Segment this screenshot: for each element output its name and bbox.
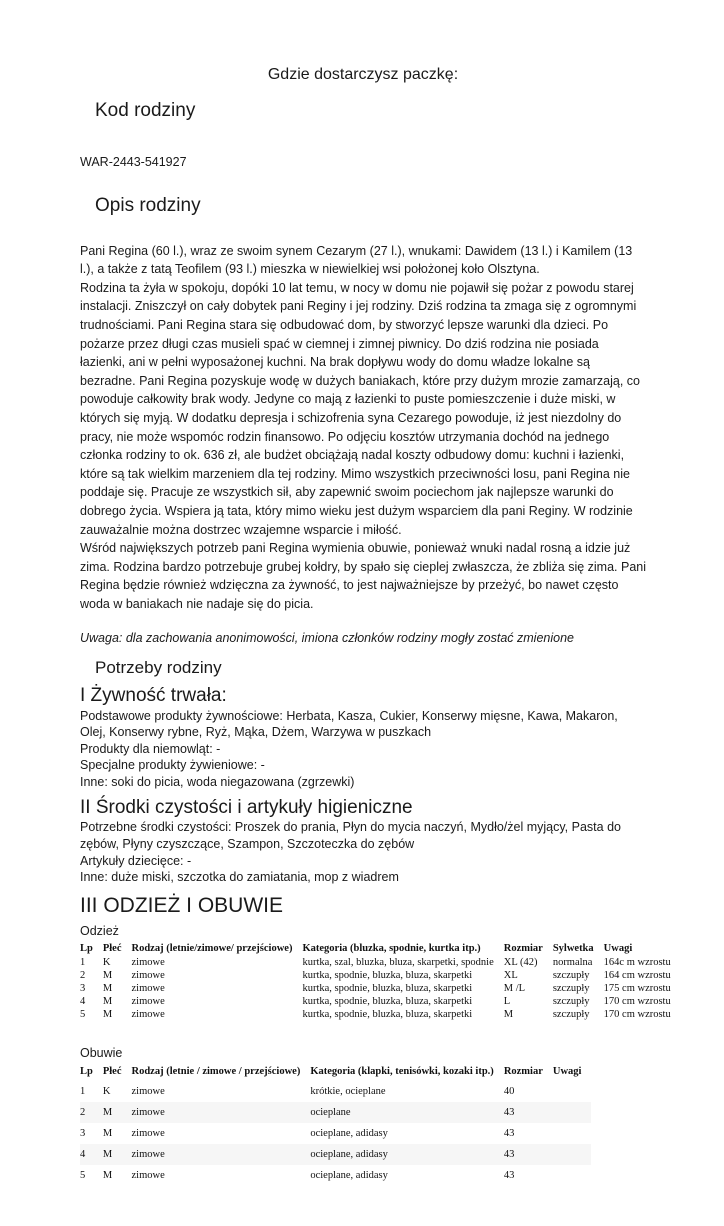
table-cell: zimowe — [131, 969, 165, 981]
food-line: Specjalne produkty żywieniowe: - — [80, 758, 265, 773]
food-section-heading: I Żywność trwała: — [80, 684, 227, 706]
table-cell: M — [102, 982, 113, 994]
table-cell: M — [102, 1148, 113, 1160]
family-description — [80, 242, 646, 614]
table-cell: zimowe — [131, 1127, 165, 1139]
table-cell: zimowe — [131, 1085, 165, 1097]
table-cell: ocieplane — [310, 1106, 351, 1118]
column-header: Sylwetka — [552, 942, 594, 954]
table-cell: M — [102, 969, 113, 981]
footwear-table — [80, 1065, 591, 1186]
column-header: Rodzaj (letnie/zimowe/ przejściowe) — [131, 942, 293, 954]
table-cell: szczupły — [552, 1008, 590, 1020]
table-cell: K — [102, 956, 111, 968]
column-header: Lp — [80, 942, 93, 954]
table-cell: M — [102, 1008, 113, 1020]
column-header: Uwagi — [603, 942, 633, 954]
table-cell: 1 — [80, 956, 86, 968]
table-cell: 170 cm wzrostu — [603, 995, 671, 1007]
table-row — [80, 1102, 591, 1123]
table-cell — [553, 1081, 592, 1102]
table-cell: kurtka, spodnie, bluzka, bluza, skarpetki — [302, 995, 473, 1007]
table-cell: zimowe — [131, 995, 165, 1007]
clothing-footwear-heading: III ODZIEŻ I OBUWIE — [80, 893, 284, 917]
table-cell: 43 — [503, 1148, 515, 1160]
table-cell: szczupły — [552, 995, 590, 1007]
anonymity-note: Uwaga: dla zachowania anonimowości, imiona członków rodziny mogły zostać zmienione — [80, 631, 574, 646]
table-cell: 2 — [80, 969, 86, 981]
hygiene-section-lines — [80, 819, 646, 885]
table-cell: kurtka, szal, bluzka, bluza, skarpetki, spodnie — [302, 956, 494, 968]
table-cell: zimowe — [131, 956, 165, 968]
description-paragraph: Pani Regina (60 l.), wraz ze swoim synem Cezarym (27 l.), wnukami: Dawidem (13 l.) i Kamilem (13 l.), a także z tatą Teofilem (93 l.) mieszka w niewielkiej wsi położonej koło Olsztyna. — [80, 243, 633, 277]
table-cell: kurtka, spodnie, bluzka, bluza, skarpetki — [302, 1008, 473, 1020]
table-row — [80, 982, 681, 995]
column-header: Płeć — [102, 1065, 122, 1077]
clothing-table — [80, 942, 681, 1021]
hygiene-section-heading: II Środki czystości i artykuły higieniczne — [80, 796, 413, 818]
table-cell: ocieplane, adidasy — [310, 1148, 388, 1160]
food-line: Podstawowe produkty żywnościowe: Herbata, Kasza, Cukier, Konserwy mięsne, Kawa, Makaron, Olej, Konserwy rybne, Ryż, Mąka, Dżem, Warzywa w puszkach — [80, 708, 618, 740]
hygiene-line: Potrzebne środki czystości: Proszek do prania, Płyn do mycia naczyń, Mydło/żel myjący, Pasta do zębów, Płyny czyszczące, Szampon, Szczoteczka do zębów — [80, 820, 621, 852]
table-cell: 43 — [503, 1106, 515, 1118]
table-cell: M — [503, 1008, 514, 1020]
table-cell: 1 — [80, 1085, 86, 1097]
table-cell: ocieplane, adidasy — [310, 1127, 388, 1139]
table-row — [80, 1123, 591, 1144]
table-row — [80, 1081, 591, 1102]
table-cell: zimowe — [131, 1148, 165, 1160]
table-cell: L — [503, 995, 511, 1007]
table-cell: XL — [503, 969, 518, 981]
column-header: Lp — [80, 1065, 93, 1077]
table-cell: zimowe — [131, 1106, 165, 1118]
table-cell: 5 — [80, 1169, 86, 1181]
description-paragraph: Rodzina ta żyła w spokoju, dopóki 10 lat temu, w nocy w domu nie pojawił się pożar z powodu starej instalacji. Zniszczył on cały dobytek pani Reginy i jej rodziny. Dziś rodzina ta zmaga się z ogromnymi trudnościami. Pani Regina stara się odbudować dom, by stworzyć lepsze warunki dla dzieci. Po pożarze przez długi czas musieli spać w ciemnej i zimnej piwnicy. Do dziś rodzina nie posiada łazienki, ani w pełni wyposażonej kuchni. Na brak dopływu wody do domu władze lokalne są bezradne. Pani Regina pozyskuje wodę w dużych baniakach, które przy dużym mrozie zamarzają, co powoduje całkowity brak wody. Jedyne co mają z łazienki to puste pomieszczenie i duże miski, w których się myją. W dodatku depresja i schizofrenia syna Cezarego powoduje, iż jest niezdolny do pracy, nie może wspomóc rodzin finansowo. Po odjęciu kosztów utrzymania dochód na jednego członka rodziny to ok. 636 zł, ale budżet obciążają nadal koszty odbudowy domu: kuchni i łazienki, które są tak wielkim marzeniem dla tej rodziny. Mimo wszystkich przeciwności losu, pani Regina nie poddaje się. Pracuje ze wszystkich sił, aby zapewnić swoim pociechom jak najlepsze warunki do dobrego życia. Wspiera ją tata, który mimo wieku jest dużym wsparciem dla pani Reginy. W rodzinie zauważalnie można dostrzec wzajemne wsparcie i miłość. — [80, 280, 640, 537]
table-cell: 2 — [80, 1106, 86, 1118]
hygiene-line: Inne: duże miski, szczotka do zamiatania, mop z wiadrem — [80, 870, 399, 885]
table-cell: normalna — [552, 956, 593, 968]
table-row — [80, 1008, 681, 1021]
table-cell: 43 — [503, 1127, 515, 1139]
table-header-row — [80, 942, 681, 956]
table-cell: zimowe — [131, 1169, 165, 1181]
table-cell: ocieplane, adidasy — [310, 1169, 388, 1181]
table-row — [80, 1144, 591, 1165]
table-cell: 164c m wzrostu — [603, 956, 671, 968]
table-cell — [553, 1102, 592, 1123]
column-header: Uwagi — [552, 1065, 582, 1077]
table-row — [80, 969, 681, 982]
table-cell — [553, 1144, 592, 1165]
description-paragraph: Wśród największych potrzeb pani Regina wymienia obuwie, ponieważ wnuki nadal rosną a idzie już zima. Rodzina bardzo potrzebuje grubej kołdry, by spało się cieplej zwłaszcza, że zbliża się zima. Pani Regina będzie również wdzięczna za żywność, to jest najważniejsze by przeżyć, bo nawet często woda w baniakach nie nadaje się do picia. — [80, 541, 647, 611]
table-cell: kurtka, spodnie, bluzka, bluza, skarpetki — [302, 982, 473, 994]
column-header: Rozmiar — [503, 942, 543, 954]
table-cell: M — [102, 995, 113, 1007]
footwear-table-label: Obuwie — [80, 1045, 123, 1060]
table-cell: 3 — [80, 982, 86, 994]
needs-heading: Potrzeby rodziny — [95, 658, 222, 678]
table-cell: zimowe — [131, 982, 165, 994]
food-section-lines — [80, 708, 646, 791]
table-row — [80, 1165, 591, 1186]
column-header: Rodzaj (letnie / zimowe / przejściowe) — [131, 1065, 301, 1077]
table-cell: szczupły — [552, 982, 590, 994]
table-cell — [553, 1165, 592, 1186]
table-cell: 164 cm wzrostu — [603, 969, 671, 981]
hygiene-line: Artykuły dziecięce: - — [80, 853, 192, 868]
table-cell: K — [102, 1085, 111, 1097]
column-header: Kategoria (bluzka, spodnie, kurtka itp.) — [302, 942, 481, 954]
table-row — [80, 956, 681, 969]
food-line: Inne: soki do picia, woda niegazowana (zgrzewki) — [80, 775, 355, 790]
table-cell: 175 cm wzrostu — [603, 982, 671, 994]
table-cell: 4 — [80, 1148, 86, 1160]
food-line: Produkty dla niemowląt: - — [80, 741, 221, 756]
table-cell: kurtka, spodnie, bluzka, bluza, skarpetki — [302, 969, 473, 981]
column-header: Rozmiar — [503, 1065, 543, 1077]
table-cell: 170 cm wzrostu — [603, 1008, 671, 1020]
family-code-heading: Kod rodziny — [95, 100, 196, 121]
table-cell: 4 — [80, 995, 86, 1007]
table-cell: M — [102, 1127, 113, 1139]
table-cell: krótkie, ocieplane — [310, 1085, 386, 1097]
table-cell: XL (42) — [503, 956, 538, 968]
family-code-value: WAR-2443-541927 — [80, 154, 187, 169]
table-cell: 3 — [80, 1127, 86, 1139]
table-cell: 5 — [80, 1008, 86, 1020]
clothing-table-label: Odzież — [80, 923, 119, 938]
table-cell: zimowe — [131, 1008, 165, 1020]
table-row — [80, 995, 681, 1008]
table-cell: szczupły — [552, 969, 590, 981]
table-cell: 43 — [503, 1169, 515, 1181]
table-cell: M — [102, 1169, 113, 1181]
table-cell: M /L — [503, 982, 526, 994]
family-description-heading: Opis rodziny — [95, 194, 201, 216]
table-cell — [553, 1123, 592, 1144]
table-cell: M — [102, 1106, 113, 1118]
page-title: Gdzie dostarczysz paczkę: — [267, 66, 459, 83]
table-header-row — [80, 1065, 591, 1081]
table-cell: 40 — [503, 1085, 515, 1097]
column-header: Kategoria (klapki, tenisówki, kozaki itp.) — [310, 1065, 494, 1077]
column-header: Płeć — [102, 942, 122, 954]
